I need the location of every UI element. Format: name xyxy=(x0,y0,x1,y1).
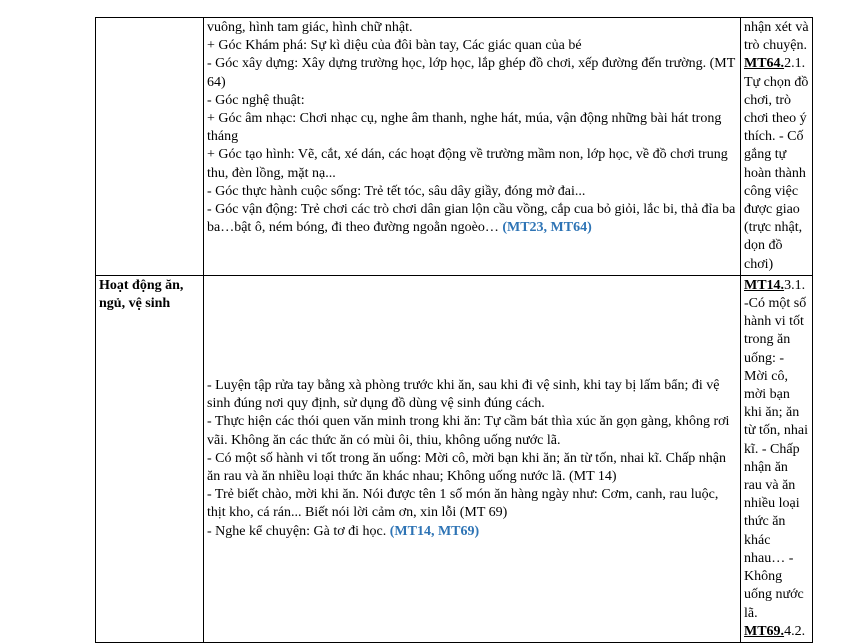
activity-cell: Hoạt động ăn, ngủ, vệ sinh xyxy=(96,275,204,642)
content-cell xyxy=(204,275,741,642)
paragraph xyxy=(207,110,737,146)
paragraph xyxy=(207,450,737,486)
text-run: - Góc xây dựng: Xây dựng trường học, lớp học, lắp ghép đồ chơi, xếp đường đến trường. (MT 64) xyxy=(207,56,736,90)
text-run: - Thực hiện các thói quen văn minh trong khi ăn: Tự cầm bát thìa xúc ăn gọn gàng, không rơi vãi. Không ăn các thức ăn có mùi ôi, thiu, không uống nước lã. xyxy=(207,414,730,448)
paragraph xyxy=(207,55,737,91)
text-run: + Góc âm nhạc: Chơi nhạc cụ, nghe âm thanh, nghe hát, múa, vận động những bài hát trong tháng xyxy=(207,111,722,145)
text-run: + Góc tạo hình: Vẽ, cắt, xé dán, các hoạt động về trường mầm non, lớp học, về đồ chơi trung thu, đèn lồng, mặt nạ... xyxy=(207,147,728,181)
table-row xyxy=(96,18,813,276)
table-row xyxy=(96,275,813,642)
paragraph xyxy=(207,37,737,55)
text-run: - Góc thực hành cuộc sống: Trẻ tết tóc, sâu dây giầy, đóng mở đai... xyxy=(207,183,586,199)
text-run: MT64. xyxy=(744,56,785,72)
text-run: - Có một số hành vi tốt trong ăn uống: Mời cô, mời bạn khi ăn; ăn từ tốn, nhai kĩ. Chấp nhận ăn rau và ăn nhiều loại thức ăn khác nhau; Không uống nước lã. (MT 14) xyxy=(207,450,726,484)
text-run: MT14. xyxy=(744,277,785,293)
text-run: vuông, hình tam giác, hình chữ nhật. xyxy=(207,20,413,35)
text-run: 2.1. Tự chọn đồ chơi, trò chơi theo ý thích. - Cố gắng tự hoàn thành công việc được giao (trực nhật, dọn đồ chơi) xyxy=(744,56,809,272)
text-run: + Góc Khám phá: Sự kì diệu của đôi bàn tay, Các giác quan của bé xyxy=(207,38,582,54)
text-run: - Góc nghệ thuật: xyxy=(207,92,305,108)
text-run: 4.2. xyxy=(784,623,806,639)
paragraph xyxy=(207,92,737,110)
text-run: - Luyện tập rửa tay bằng xà phòng trước khi ăn, sau khi đi vệ sinh, khi tay bị lấm bẩn; đi vệ sinh đúng nơi quy định, sử dụng đồ dùng vệ sinh đúng cách. xyxy=(207,377,720,412)
content-cell xyxy=(204,18,741,276)
text-run: MT69. xyxy=(744,623,785,639)
text-run: - Trẻ biết chào, mời khi ăn. Nói được tên 1 số món ăn hàng ngày như: Cơm, canh, rau luộc, thịt kho, cá rán... Biết nói lời cảm ơn, xin lỗi (MT 69) xyxy=(207,487,719,521)
paragraph xyxy=(207,377,737,413)
mt-code-reference: (MT14, MT69) xyxy=(389,523,480,539)
text-run: 3.1.-Có một số hành vi tốt trong ăn uống: - Mời cô, mời bạn khi ăn; ăn từ tốn, nhai kĩ. - Chấp nhận ăn rau và ăn nhiều loại thức ăn khác nhau… - Không uống nước lã. xyxy=(744,277,808,621)
paragraph xyxy=(207,486,737,522)
paragraph xyxy=(744,19,809,274)
text-run: - Nghe kể chuyện: Gà tơ đi học. xyxy=(207,523,390,539)
mt-code-reference: (MT23, MT64) xyxy=(502,220,592,236)
table-body xyxy=(96,18,813,643)
paragraph xyxy=(207,183,737,201)
paragraph xyxy=(207,201,737,237)
paragraph xyxy=(207,413,737,449)
activity-cell xyxy=(96,18,204,276)
paragraph xyxy=(207,146,737,182)
curriculum-table xyxy=(95,17,813,643)
paragraph xyxy=(207,523,737,541)
paragraph xyxy=(744,277,809,641)
text-run: nhận xét và trò chuyện. xyxy=(744,20,809,54)
text-run: - Góc vận động: Trẻ chơi các trò chơi dân gian lộn cầu vồng, cắp cua bỏ giỏi, lắc bi, thả đỉa ba ba…bật ô, ném bóng, đi theo đường ngoằn ngoèo… xyxy=(207,202,736,236)
notes-cell xyxy=(741,18,813,276)
paragraph xyxy=(207,19,737,37)
notes-cell xyxy=(741,275,813,642)
